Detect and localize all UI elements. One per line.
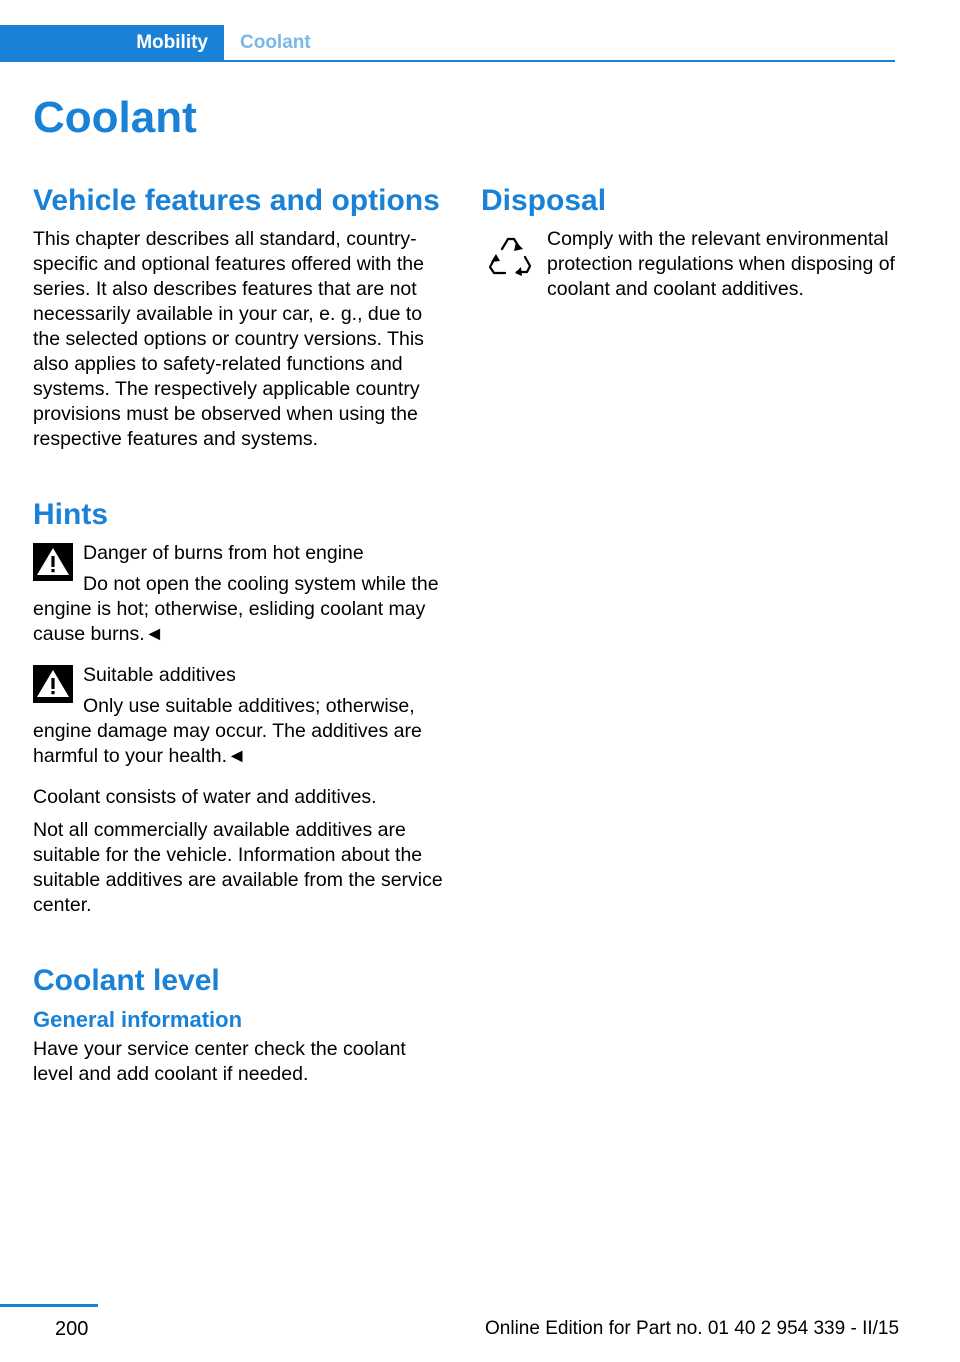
- general-info-subheading: General information: [33, 1007, 243, 1032]
- additives-info-text: Not all commercially available additives are suitable for the vehicle. Information about the suitable additives are available from the service center.: [33, 819, 443, 916]
- page-title: Coolant: [33, 93, 197, 142]
- warning-burns: [33, 541, 448, 647]
- features-heading: Vehicle features and options: [33, 184, 440, 217]
- warning-text: Only use suitable additives; otherwise, engine damage may occur. The additives are harmful to your health.◄: [33, 695, 422, 767]
- warning-text: Do not open the cooling system while the engine is hot; otherwise, esliding coolant may cause burns.◄: [33, 573, 439, 645]
- coolant-composition-text: Coolant consists of water and additives.: [33, 786, 377, 808]
- coolant-level-text: Have your service center check the coolant level and add coolant if needed.: [33, 1038, 406, 1086]
- coolant-level-heading: Coolant level: [33, 964, 220, 997]
- page-number: 200: [55, 1318, 89, 1340]
- edition-text: Online Edition for Part no. 01 40 2 954 339 - II/15: [485, 1318, 900, 1339]
- tab-mobility[interactable]: Mobility: [0, 25, 224, 60]
- right-column: [481, 184, 896, 310]
- recycle-icon: [481, 229, 537, 285]
- warning-triangle-icon: [33, 543, 73, 581]
- footer-rule: [0, 1304, 98, 1307]
- warning-triangle-icon: [33, 665, 73, 703]
- disposal-note: [481, 227, 896, 302]
- warning-additives: [33, 663, 448, 769]
- hints-heading: Hints: [33, 498, 108, 531]
- disposal-heading: Disposal: [481, 184, 607, 217]
- header-bar: [0, 25, 895, 62]
- disposal-text: Comply with the relevant environmental protection regulations when disposing of coolant and coolant additives.: [547, 228, 895, 300]
- features-text: This chapter describes all standard, country-specific and optional features offered with the series. It also describes features that are not necessarily available in your car, e. g., due to the selected options or country versions. This also applies to safety-related functions and systems. The respectively applicable country provisions must be observed when using the respective features and systems.: [33, 228, 424, 450]
- warning-title: Suitable additives: [83, 664, 236, 686]
- warning-title: Danger of burns from hot engine: [83, 542, 364, 564]
- tab-coolant[interactable]: Coolant: [240, 31, 311, 53]
- left-column: [33, 184, 448, 1095]
- header-rule: [0, 60, 895, 62]
